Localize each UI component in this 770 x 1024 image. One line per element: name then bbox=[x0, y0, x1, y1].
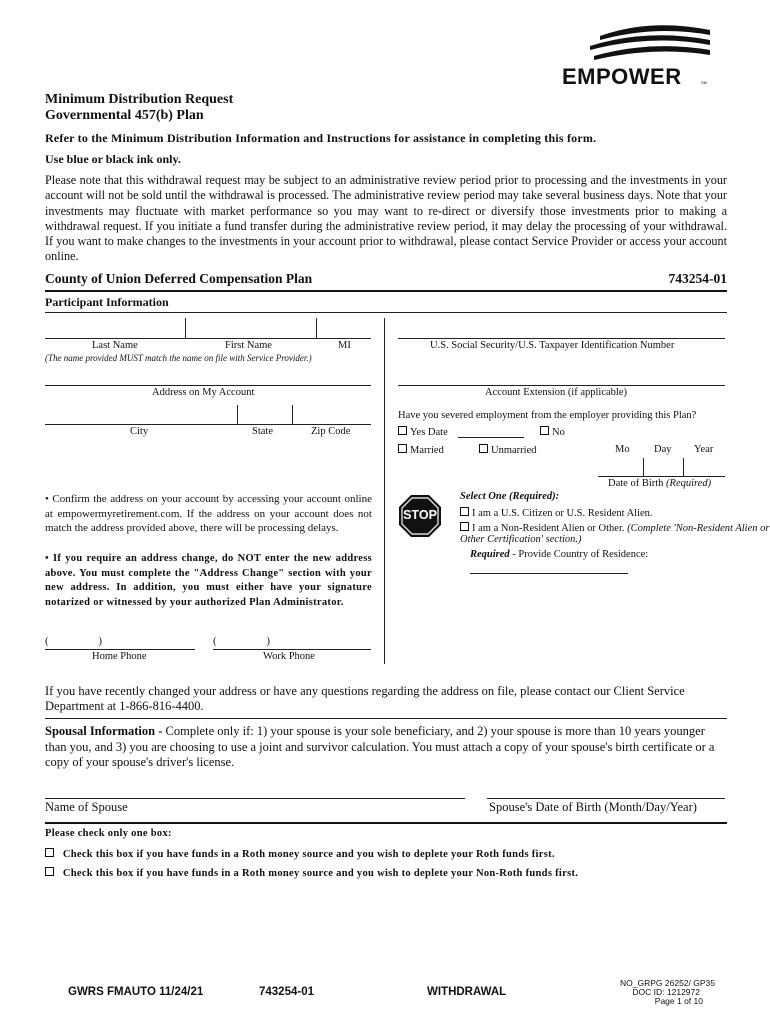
footer-type: WITHDRAWAL bbox=[427, 986, 507, 998]
city-divider bbox=[237, 405, 238, 424]
footer-plan-number: 743254-01 bbox=[259, 986, 314, 998]
stop-text: STOP bbox=[403, 508, 437, 522]
spouse-name-label: Name of Spouse bbox=[45, 800, 128, 814]
spouse-dob-line[interactable] bbox=[487, 798, 725, 799]
state-label: State bbox=[252, 426, 273, 437]
logo-trademark: SM bbox=[701, 80, 707, 85]
severed-date-line[interactable] bbox=[458, 437, 524, 438]
address-line bbox=[45, 385, 371, 386]
footer-ref-group: NO_GRPG 26252/ GP35 bbox=[620, 978, 715, 988]
severed-no-option[interactable]: No bbox=[540, 426, 565, 438]
account-extension-line bbox=[398, 385, 725, 386]
mi-label: MI bbox=[338, 340, 351, 351]
address-label: Address on My Account bbox=[152, 387, 255, 398]
checkbox-icon bbox=[398, 426, 407, 435]
plan-number: 743254-01 bbox=[668, 271, 727, 286]
footer-doc-id: DOC ID: 1212972 bbox=[632, 987, 700, 997]
ssn-line bbox=[398, 338, 725, 339]
zip-label: Zip Code bbox=[311, 426, 351, 437]
city-label: City bbox=[130, 426, 149, 437]
dob-divider-1 bbox=[643, 458, 644, 476]
home-phone-line[interactable] bbox=[45, 649, 195, 650]
refer-instructions: Refer to the Minimum Distribution Information and Instructions for assistance in completing this form. bbox=[45, 131, 597, 145]
participant-section-title: Participant Information bbox=[45, 295, 169, 309]
state-divider bbox=[292, 405, 293, 424]
column-divider bbox=[384, 318, 385, 664]
checkbox-icon bbox=[460, 507, 469, 516]
nonroth-first-option[interactable]: Check this box if you have funds in a Roth money source and you wish to deplete your Non-Roth funds first. bbox=[45, 867, 578, 879]
participant-divider bbox=[45, 312, 727, 313]
address-change-note: • If you require an address change, do NOT enter the new address above. You must complete the "Address Change" section with your new address. In addition, you must either have your signature notarized or witnessed by your authorized Plan Administrator. bbox=[45, 553, 372, 608]
contact-note: If you have recently changed your address or have any questions regarding the address on file, please contact our Client Service Department at 1-866-816-4400. bbox=[45, 684, 685, 713]
checkbox-icon bbox=[479, 444, 488, 453]
work-phone-label: Work Phone bbox=[263, 651, 315, 662]
dob-label: Date of Birth (Required) bbox=[608, 478, 712, 489]
form-subtitle: Governmental 457(b) Plan bbox=[45, 108, 204, 123]
checkbox-icon bbox=[398, 444, 407, 453]
work-phone-area: ( ) bbox=[213, 636, 270, 647]
last-name-label: Last Name bbox=[92, 340, 138, 351]
checkbox-icon bbox=[540, 426, 549, 435]
country-label: Required - Provide Country of Residence: bbox=[470, 549, 649, 560]
review-notice: Please note that this withdrawal request may be subject to an administrative review period prior to processing and the investments in your account will not be sold until the withdrawal is processed. The administrative review period may take several business days. Note that your investments may fluctuate with market performance so you may want to re-direct or diversify those investments prior to making a withdrawal request. If you initiate a fund transfer during the administrative review period, it may delay the processing of your withdrawal. If you want to make changes to the investments in your account prior to withdrawal, please contact Service Provider or access your account online. bbox=[45, 173, 727, 264]
checkbox-icon bbox=[460, 522, 469, 531]
spouse-dob-label: Spouse's Date of Birth (Month/Day/Year) bbox=[489, 800, 697, 814]
empower-logo bbox=[560, 22, 715, 94]
checkbox-icon bbox=[45, 848, 54, 857]
dob-line[interactable] bbox=[598, 476, 725, 477]
footer-code: GWRS FMAUTO 11/24/21 bbox=[68, 986, 204, 998]
logo-wordmark: EMPOWER bbox=[562, 64, 682, 89]
logo-swoosh-icon bbox=[560, 22, 715, 66]
city-line bbox=[45, 424, 371, 425]
spouse-name-line[interactable] bbox=[45, 798, 465, 799]
first-name-label: First Name bbox=[225, 340, 272, 351]
roth-first-option[interactable]: Check this box if you have funds in a Roth money source and you wish to deplete your Roth funds first. bbox=[45, 848, 555, 860]
plan-divider bbox=[45, 290, 727, 292]
severed-yes-option[interactable]: Yes Date bbox=[398, 426, 448, 438]
name-note: (The name provided MUST match the name on file with Service Provider.) bbox=[45, 353, 312, 363]
married-option[interactable]: Married bbox=[398, 444, 444, 456]
checkbox-icon bbox=[45, 867, 54, 876]
nonresident-option[interactable]: I am a Non-Resident Alien or Other. (Complete 'Non-Resident Alien or Other Certification' section.) bbox=[460, 523, 770, 545]
dob-year-label: Year bbox=[694, 444, 714, 455]
name-divider-2 bbox=[316, 318, 317, 338]
dob-divider-2 bbox=[683, 458, 684, 476]
ssn-label: U.S. Social Security/U.S. Taxpayer Identification Number bbox=[430, 340, 675, 351]
ink-instruction: Use blue or black ink only. bbox=[45, 152, 181, 166]
home-phone-area: ( ) bbox=[45, 636, 102, 647]
select-one-label: Select One (Required): bbox=[460, 491, 560, 502]
name-line bbox=[45, 338, 371, 339]
severed-question: Have you severed employment from the employer providing this Plan? bbox=[398, 410, 697, 421]
confirm-address-note: • Confirm the address on your account by accessing your account online at empowermyretirement.com. If the address on your account does not match the address provided above, there will be processing delays. bbox=[45, 493, 372, 534]
work-phone-line[interactable] bbox=[213, 649, 371, 650]
spousal-divider bbox=[45, 822, 727, 824]
name-divider-1 bbox=[185, 318, 186, 338]
footer-page: Page 1 of 10 bbox=[654, 996, 703, 1006]
plan-name: County of Union Deferred Compensation Plan bbox=[45, 271, 313, 286]
citizen-option[interactable]: I am a U.S. Citizen or U.S. Resident Alien. bbox=[460, 507, 653, 519]
form-title: Minimum Distribution Request bbox=[45, 92, 234, 107]
contact-divider bbox=[45, 718, 727, 719]
spousal-info: Spousal Information - Complete only if: 1) your spouse is your sole beneficiary, and 2) your spouse is more than 10 years younger than you, and 3) you are choosing to use a joint and survivor calculation. You must attach a copy of your spouse's birth certificate or a copy of your spouse's driver's license. bbox=[45, 724, 715, 769]
unmarried-option[interactable]: Unmarried bbox=[479, 444, 536, 456]
account-extension-label: Account Extension (if applicable) bbox=[485, 387, 627, 398]
dob-day-label: Day bbox=[654, 444, 672, 455]
home-phone-label: Home Phone bbox=[92, 651, 147, 662]
check-one-title: Please check only one box: bbox=[45, 828, 172, 839]
stop-sign bbox=[398, 494, 442, 538]
dob-month-label: Mo bbox=[615, 444, 630, 455]
country-line[interactable] bbox=[470, 573, 628, 574]
